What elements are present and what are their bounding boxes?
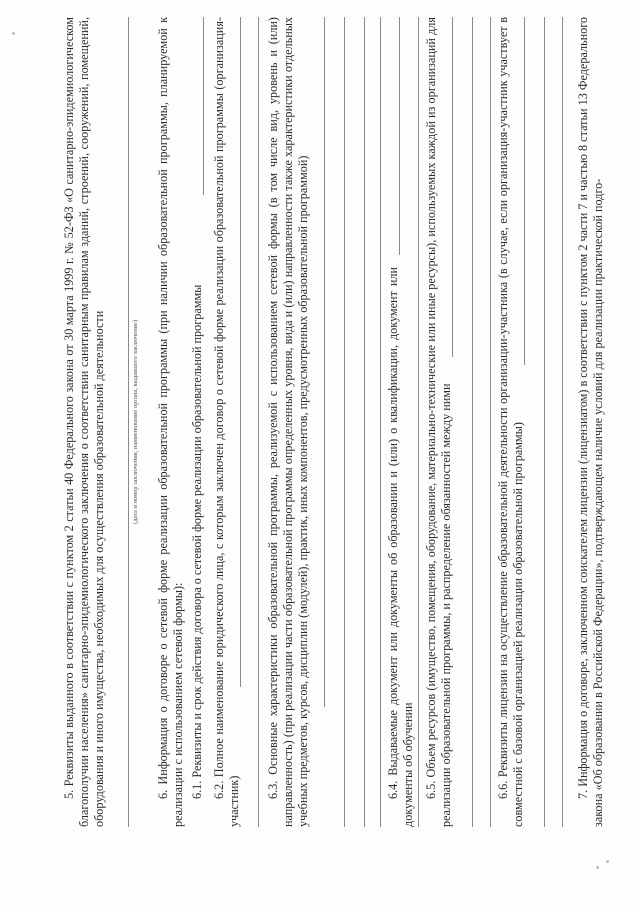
section-6-6-fill-line xyxy=(524,17,525,365)
section-6-5-text: 6.5. Объем ресурсов (имущество, помещения, оборудование, материально-технические или иные ресурсы), используемых каждой из организаций для реализации образовательной программы, и распределение обязанностей между ними xyxy=(424,17,453,827)
scan-speck xyxy=(12,32,15,35)
section-5-fill-line xyxy=(128,17,129,827)
section-6-3-fill-line-3 xyxy=(364,17,365,827)
section-6-2-fill-line xyxy=(240,17,241,687)
section-5-caption: (дата и номер заключения, наименование органа, выдавшего заключение) xyxy=(132,319,139,525)
section-6-6-text: 6.6. Реквизиты лицензии на осуществление образовательной деятельности организации-участника (в случае, если организация-участник участвует в совместной с базовой организацией реализации образовательной программы) xyxy=(496,17,525,827)
section-6-4-text: 6.4. Выдаваемые документ или документы об образовании и (или) о квалификации, документ или документы об обучении xyxy=(386,267,415,827)
section-6-2-text: 6.2. Полное наименование юридического лица, с которым заключен договор о сетевой форме реализации образовательной программы (организация-участник) xyxy=(212,17,241,827)
section-6-6-fill-line-3 xyxy=(562,17,563,827)
section-6-text: 6. Информация о договоре о сетевой форме реализации образовательной программы (при наличии образовательной программы, планируемой к реализации с использованием сетевой формы): xyxy=(156,17,185,827)
section-6-2-fill-line-2 xyxy=(258,17,259,827)
scan-speck xyxy=(596,866,599,869)
section-6-5-fill-line xyxy=(452,17,453,357)
section-6-3-fill-line-4 xyxy=(380,17,381,827)
section-6-5-fill-line-2 xyxy=(472,17,473,827)
section-6-5-fill-line-3 xyxy=(490,17,491,827)
section-6-4-fill-line-2 xyxy=(418,17,419,827)
section-5-text: 5. Реквизиты выданного в соответствии с пунктом 2 статьи 40 Федерального закона от 30 марта 1999 г. № 52-ФЗ «О санитарно-эпидемиологическом благополучии населения» санитарно-эпидемиологического заключения о соответствии санитарным правилам зданий, строений, сооружений, помещений, оборудования и иного имущества, необходимых для осуществления образовательной деятельности xyxy=(62,17,106,827)
section-6-1-fill-line xyxy=(203,17,204,195)
section-6-3-text: 6.3. Основные характеристики образовательной программы, реализуемой с использованием сетевой формы (в том числе вид, уровень и (или) направленность) (при реализации части образовательной программы определенных уровня, вида и (или) направленности также характеристики отдельных учебных предметов, курсов, дисциплин (модулей), практик, иных компонентов, предусмотренных образовательной программой) xyxy=(266,17,310,827)
section-6-3-fill-line-2 xyxy=(344,17,345,827)
section-6-6-fill-line-2 xyxy=(544,17,545,827)
section-6-3-fill-line xyxy=(324,17,325,707)
document-body xyxy=(62,17,622,827)
section-7-text: 7. Информация о договоре, заключенном соискателем лицензии (лицензиатом) в соответствии с пунктом 2 части 7 и частью 8 статьи 13 Федерального закона «Об образовании в Российской Федерации», подтверждающем наличие условий для реализации практической подго- xyxy=(576,17,605,827)
scan-speck xyxy=(606,860,609,863)
section-6-1-text: 6.1. Реквизиты и срок действия договора о сетевой форме реализации образовательной программы xyxy=(190,284,204,799)
section-6-4-fill-line xyxy=(399,17,400,255)
